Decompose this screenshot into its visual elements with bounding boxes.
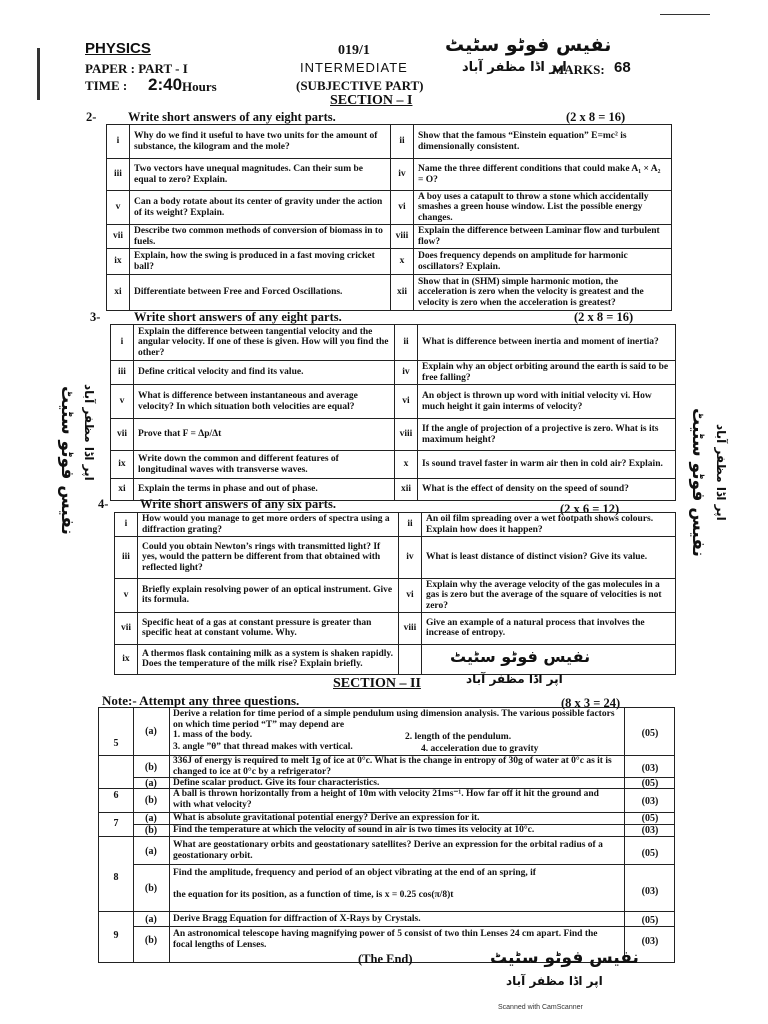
stamp-mid-shop: نفیس فوٹو سٹیٹ bbox=[450, 647, 591, 666]
stamp-shop-name: نفیس فوٹو سٹیٹ bbox=[445, 34, 612, 56]
sec2-marks: (8 x 3 = 24) bbox=[561, 696, 621, 710]
table-row bbox=[115, 579, 676, 613]
q4-table bbox=[114, 512, 676, 675]
q6a-marks: (05) bbox=[641, 778, 659, 789]
part-number: iii bbox=[115, 537, 138, 579]
part-text: Briefly explain resolving power of an optical instrument. Give its formula. bbox=[138, 579, 399, 613]
table-row bbox=[111, 385, 676, 419]
q4-marks: (2 x 6 = 12) bbox=[560, 502, 620, 516]
q8b-text-1: Find the amplitude, frequency and period of an object vibrating at the end of an spring, if bbox=[173, 868, 536, 878]
q5b-text: 336J of energy is required to melt 1g of ice at 0°c. What is the change in entropy of 30g of water at 0°c as it is changed to ice at 0°c by a refrigerator? bbox=[173, 756, 612, 777]
part-number: i bbox=[107, 125, 130, 159]
part-text: A boy uses a catapult to throw a stone which accidentally smashes a green house window. List the possible energy changes. bbox=[414, 191, 672, 225]
stamp-right-shop: نفیس فوٹو سٹیٹ bbox=[688, 408, 708, 557]
part-text: Name the three different conditions that could make A₁ × A₂ = O? bbox=[414, 159, 672, 191]
q4-number: 4- bbox=[98, 497, 109, 511]
part-number: ix bbox=[107, 249, 130, 275]
stamp-bottom-shop: نفیس فوٹو سٹیٹ bbox=[490, 948, 639, 968]
stamp-right-city: اپر اڈا مظفر آباد bbox=[714, 424, 728, 521]
q7b-text: Find the temperature at which the velocity of sound in air is two times its velocity at 10°c. bbox=[173, 825, 535, 835]
part-text: Can a body rotate about its center of gravity under the action of its weight? Explain. bbox=[130, 191, 391, 225]
part-text: If the angle of projection of a projective is zero. What is its maximum height? bbox=[418, 419, 676, 451]
q6b-marks: (03) bbox=[641, 796, 659, 807]
table-row bbox=[107, 249, 672, 275]
table-row bbox=[115, 513, 676, 537]
q5a-item-2: 2. length of the pendulum. bbox=[405, 732, 512, 742]
sec2-note: Note:- Attempt any three questions. bbox=[102, 693, 300, 708]
table-row bbox=[115, 612, 676, 644]
part-number: vi bbox=[391, 191, 414, 225]
q6b-label: (b) bbox=[144, 795, 158, 806]
part-text: What is difference between inertia and moment of inertia? bbox=[418, 325, 676, 361]
part-number: v bbox=[115, 579, 138, 613]
top-right-line bbox=[660, 14, 710, 15]
part-number: v bbox=[111, 385, 134, 419]
paper-part: PAPER : PART - I bbox=[85, 61, 188, 76]
margin-mark bbox=[37, 48, 40, 100]
subjective-part: (SUBJECTIVE PART) bbox=[296, 78, 424, 93]
part-text: Write down the common and different features of longitudinal waves with transverse waves. bbox=[134, 451, 395, 479]
q7a-label: (a) bbox=[145, 813, 157, 824]
part-text: Explain why the average velocity of the gas molecules in a gas is zero but the average of the square of velocities is not zero? bbox=[422, 579, 676, 613]
q2-title: Write short answers of any eight parts. bbox=[128, 110, 336, 124]
table-row bbox=[107, 225, 672, 249]
part-number: xii bbox=[391, 275, 414, 311]
q5a-text: Derive a relation for time period of a simple pendulum using dimension analysis. The various possible factors on which time period “T” may depend are bbox=[173, 709, 615, 730]
q7-number: 7 bbox=[113, 818, 119, 829]
stamp-mid-city: اپر اڈا مظفر آباد bbox=[466, 672, 563, 686]
stamp-bottom-city: اپر اڈا مظفر آباد bbox=[506, 974, 603, 988]
part-number: ii bbox=[395, 325, 418, 361]
part-number: vii bbox=[111, 419, 134, 451]
time-value: 2:40 bbox=[148, 75, 183, 94]
part-text: What is difference between instantaneous and average velocity? In which situation both velocities are equal? bbox=[134, 385, 395, 419]
part-number: viii bbox=[395, 419, 418, 451]
q4-title: Write short answers of any six parts. bbox=[140, 497, 336, 511]
q8b-label: (b) bbox=[144, 883, 158, 894]
part-text: Show that in (SHM) simple harmonic motion, the acceleration is zero when the velocity is greatest and the velocity is zero when the acceleration is greatest? bbox=[414, 275, 672, 311]
part-text: Describe two common methods of conversion of biomass in to fuels. bbox=[130, 225, 391, 249]
part-number: viii bbox=[399, 612, 422, 644]
q7a-text: What is absolute gravitational potential energy? Derive an expression for it. bbox=[173, 813, 480, 823]
q9b-marks: (03) bbox=[641, 936, 659, 947]
q5a-item-4: 4. acceleration due to gravity bbox=[421, 744, 539, 754]
q8b-marks: (03) bbox=[641, 886, 659, 897]
q7b-marks: (03) bbox=[641, 825, 659, 836]
part-text: Explain the difference between tangential velocity and the angular velocity. If one of these is given. How will you find the other? bbox=[134, 325, 395, 361]
part-text: Explain the terms in phase and out of phase. bbox=[134, 479, 395, 501]
part-text: Explain why an object orbiting around the earth is said to be free falling? bbox=[418, 361, 676, 385]
part-number: iii bbox=[107, 159, 130, 191]
q7a-marks: (05) bbox=[641, 813, 659, 824]
part-number: iv bbox=[395, 361, 418, 385]
q9a-label: (a) bbox=[145, 914, 157, 925]
q6b-text: A ball is thrown horizontally from a height of 10m with velocity 21ms⁻¹. How far off it hit the ground and with what velocity? bbox=[173, 789, 599, 810]
time-label: TIME : bbox=[85, 78, 128, 93]
q5b-label: (b) bbox=[144, 762, 158, 773]
table-row bbox=[115, 644, 676, 674]
stamp-left-city: اپر اڈا مظفر آباد bbox=[82, 384, 96, 481]
part-text: Specific heat of a gas at constant pressure is greater than specific heat at constant volume. Why. bbox=[138, 612, 399, 644]
sec2-table bbox=[98, 707, 675, 963]
paper-code: 019/1 bbox=[338, 43, 370, 58]
table-row bbox=[107, 125, 672, 159]
q6a-text: Define scalar product. Give its four characteristics. bbox=[173, 778, 380, 788]
section-2-heading: SECTION – II bbox=[333, 676, 421, 691]
q5-number: 5 bbox=[113, 738, 119, 749]
q5b-marks: (03) bbox=[641, 763, 659, 774]
part-text: An oil film spreading over a wet footpath shows colours. Explain how does it happen? bbox=[422, 513, 676, 537]
part-number: vi bbox=[395, 385, 418, 419]
level: INTERMEDIATE bbox=[300, 60, 408, 75]
q6a-label: (a) bbox=[145, 778, 157, 789]
part-number: x bbox=[395, 451, 418, 479]
q8a-label: (a) bbox=[145, 846, 157, 857]
part-text: Does frequency depends on amplitude for harmonic oscillators? Explain. bbox=[414, 249, 672, 275]
table-row bbox=[111, 361, 676, 385]
q3-marks: (2 x 8 = 16) bbox=[574, 310, 634, 324]
part-text: Two vectors have unequal magnitudes. Can their sum be equal to zero? Explain. bbox=[130, 159, 391, 191]
part-number: ii bbox=[391, 125, 414, 159]
q8-number: 8 bbox=[113, 872, 119, 883]
part-number: iii bbox=[111, 361, 134, 385]
part-number: iv bbox=[391, 159, 414, 191]
q6-number: 6 bbox=[113, 790, 119, 801]
part-text: Could you obtain Newton’s rings with transmitted light? If yes, would the pattern be different from that obtained with reflected light? bbox=[138, 537, 399, 579]
stamp-city: اپر اڈا مظفر آباد bbox=[462, 60, 567, 75]
table-row bbox=[107, 159, 672, 191]
part-number: i bbox=[115, 513, 138, 537]
table-row bbox=[111, 419, 676, 451]
part-number: ii bbox=[399, 513, 422, 537]
part-text: A thermos flask containing milk as a system is shaken rapidly. Does the temperature of the milk rise? Explain briefly. bbox=[138, 644, 399, 674]
part-text: An object is thrown up word with initial velocity vi. How much height it gain interms of velocity? bbox=[418, 385, 676, 419]
table-row bbox=[107, 191, 672, 225]
q8a-marks: (05) bbox=[641, 848, 659, 859]
part-text: Explain the difference between Laminar flow and turbulent flow? bbox=[414, 225, 672, 249]
part-text: Prove that F = Δp/Δt bbox=[134, 419, 395, 451]
part-number: i bbox=[111, 325, 134, 361]
q8a-text: What are geostationary orbits and geostationary satellites? Derive an expression for the orbital radius of a geostationary orbit. bbox=[173, 840, 603, 861]
q9b-text: An astronomical telescope having magnifying power of 5 consist of two thin Lenses 24 cm apart. Find the focal lengths of Lenses. bbox=[173, 929, 598, 950]
part-text: How would you manage to get more orders of spectra using a diffraction grating? bbox=[138, 513, 399, 537]
q2-number: 2- bbox=[86, 110, 97, 124]
part-text: Show that the famous “Einstein equation” E=mc² is dimensionally consistent. bbox=[414, 125, 672, 159]
part-number: x bbox=[391, 249, 414, 275]
part-number: vii bbox=[107, 225, 130, 249]
part-text: What is the effect of density on the speed of sound? bbox=[418, 479, 676, 501]
part-text: Define critical velocity and find its value. bbox=[134, 361, 395, 385]
part-number: ix bbox=[115, 644, 138, 674]
q7b-label: (b) bbox=[144, 825, 158, 836]
part-number: vii bbox=[115, 612, 138, 644]
part-number: v bbox=[107, 191, 130, 225]
time-unit: Hours bbox=[182, 79, 217, 94]
end-text: (The End) bbox=[358, 952, 413, 966]
q5a-label: (a) bbox=[145, 726, 157, 737]
scanner-caption: Scanned with CamScanner bbox=[498, 1004, 583, 1011]
q5a-item-1: 1. mass of the body. bbox=[173, 730, 253, 740]
part-number bbox=[399, 644, 422, 674]
stamp-left-shop: نفیس فوٹو سٹیٹ bbox=[57, 386, 77, 535]
marks-value: 68 bbox=[614, 59, 631, 76]
part-number: xii bbox=[395, 479, 418, 501]
q2-marks: (2 x 8 = 16) bbox=[566, 110, 626, 124]
q9a-text: Derive Bragg Equation for diffraction of X-Rays by Crystals. bbox=[173, 914, 421, 924]
part-number: ix bbox=[111, 451, 134, 479]
part-number: xi bbox=[107, 275, 130, 311]
q2-table bbox=[106, 124, 672, 311]
table-row bbox=[115, 537, 676, 579]
subject-title: PHYSICS bbox=[85, 40, 151, 57]
part-text: Is sound travel faster in warm air then in cold air? Explain. bbox=[418, 451, 676, 479]
q9b-label: (b) bbox=[144, 935, 158, 946]
part-text: Why do we find it useful to have two units for the amount of substance, the kilogram and the mole? bbox=[130, 125, 391, 159]
q9-number: 9 bbox=[113, 930, 119, 941]
part-text: Give an example of a natural process that involves the increase of entropy. bbox=[422, 612, 676, 644]
part-number: viii bbox=[391, 225, 414, 249]
q8b-text-2: the equation for its position, as a function of time, is x = 0.25 cos(π/8)t bbox=[173, 890, 454, 900]
table-row bbox=[111, 325, 676, 361]
q5a-marks: (05) bbox=[641, 728, 659, 739]
part-number: iv bbox=[399, 537, 422, 579]
table-row bbox=[107, 275, 672, 311]
part-text: Differentiate between Free and Forced Oscillations. bbox=[130, 275, 391, 311]
part-number: vi bbox=[399, 579, 422, 613]
q3-title: Write short answers of any eight parts. bbox=[134, 310, 342, 324]
part-text: What is least distance of distinct vision? Give its value. bbox=[422, 537, 676, 579]
q5a-item-3: 3. angle ”θ” that thread makes with vertical. bbox=[173, 742, 353, 752]
section-1-heading: SECTION – I bbox=[330, 93, 413, 108]
q3-number: 3- bbox=[90, 310, 101, 324]
marks-label: MARKS: bbox=[552, 62, 605, 77]
part-number: xi bbox=[111, 479, 134, 501]
table-row bbox=[111, 451, 676, 479]
part-text: Explain, how the swing is produced in a fast moving cricket ball? bbox=[130, 249, 391, 275]
q9a-marks: (05) bbox=[641, 915, 659, 926]
q3-table bbox=[110, 324, 676, 501]
